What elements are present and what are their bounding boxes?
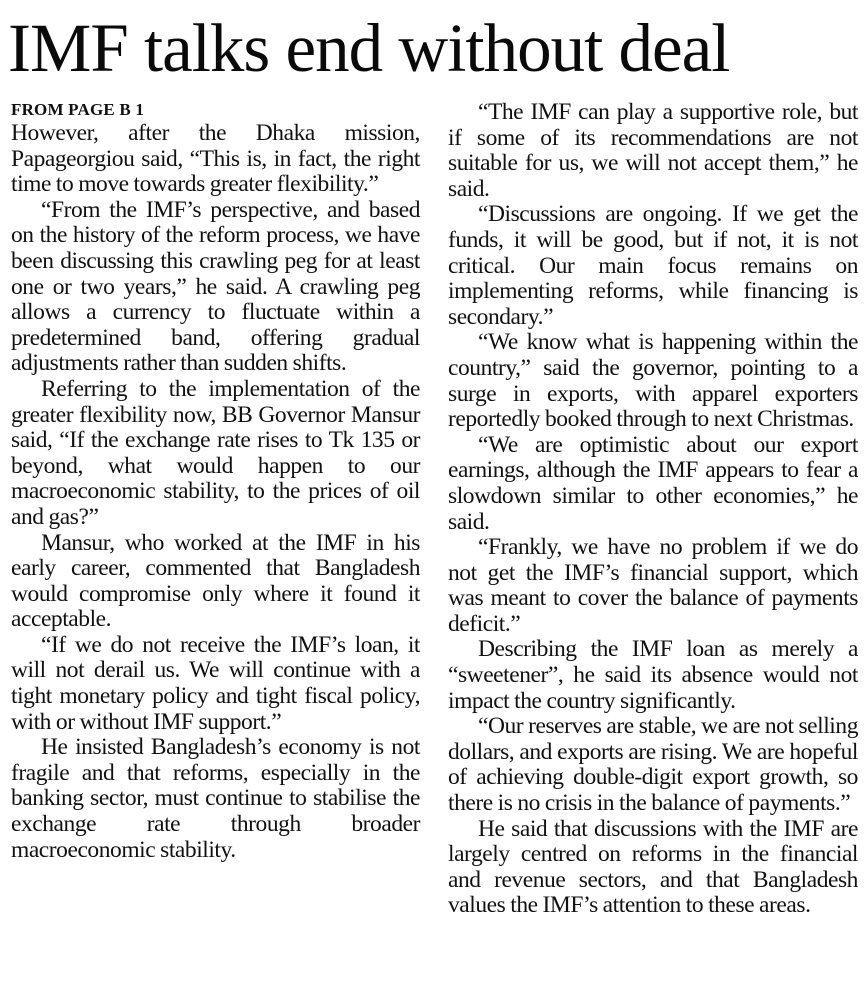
- paragraph: “Our reserves are stable, we are not selling dollars, and exports are rising. We are hopeful of achieving double-digit export growth, so there is no crisis in the balance of payments.”: [448, 713, 858, 817]
- jump-line: FROM PAGE B 1: [11, 100, 145, 119]
- paragraph: “We know what is happening within the country,” said the governor, pointing to a surge in exports, with apparel exporters reportedly booked through to next Christmas.: [448, 329, 858, 433]
- paragraph: “Frankly, we have no problem if we do not get the IMF’s financial support, which was meant to cover the balance of payments deficit.”: [448, 534, 858, 637]
- paragraph: He insisted Bangladesh’s economy is not fragile and that reforms, especially in the banking sector, must continue to stabilise the exchange rate through broader macroeconomic stability.: [11, 734, 420, 863]
- paragraph: “We are optimistic about our export earnings, although the IMF appears to fear a slowdown similar to other economies,” he said.: [448, 431, 858, 535]
- paragraph: “Discussions are ongoing. If we get the funds, it will be good, but if not, it is not critical. Our main focus remains on implementing reforms, while financing is secondary.”: [448, 201, 858, 330]
- paragraph: “From the IMF’s perspective, and based on the history of the reform process, we have been discussing this crawling peg for at least one or two years,” he said. A crawling peg allows a currency to fluctuate within a predetermined band, offering gradual adjustments rather than sudden shifts.: [11, 196, 420, 377]
- paragraph: “The IMF can play a supportive role, but if some of its recommendations are not suitable for us, we will not accept them,” he said.: [448, 99, 858, 202]
- paragraph: Referring to the implementation of the greater flexibility now, BB Governor Mansur said, “If the exchange rate rises to Tk 135 or beyond, what would happen to our macroeconomic stability, to the prices of oil and gas?”: [11, 375, 420, 530]
- headline: IMF talks end without deal: [8, 10, 730, 86]
- article-column-left: [11, 100, 420, 863]
- paragraph: Describing the IMF loan as merely a “sweetener”, he said its absence would not impact the country significantly.: [448, 636, 858, 714]
- paragraph: However, after the Dhaka mission, Papageorgiou said, “This is, in fact, the right time to move towards greater flexibility.”: [11, 120, 420, 198]
- paragraph: Mansur, who worked at the IMF in his early career, commented that Bangladesh would compromise only where it found it acceptable.: [11, 529, 420, 633]
- paragraph: He said that discussions with the IMF are largely centred on reforms in the financial and revenue sectors, and that Bangladesh values the IMF’s attention to these areas.: [448, 815, 858, 919]
- article-column-right: [448, 100, 858, 919]
- paragraph: “If we do not receive the IMF’s loan, it will not derail us. We will continue with a tight monetary policy and tight fiscal policy, with or without IMF support.”: [11, 631, 420, 735]
